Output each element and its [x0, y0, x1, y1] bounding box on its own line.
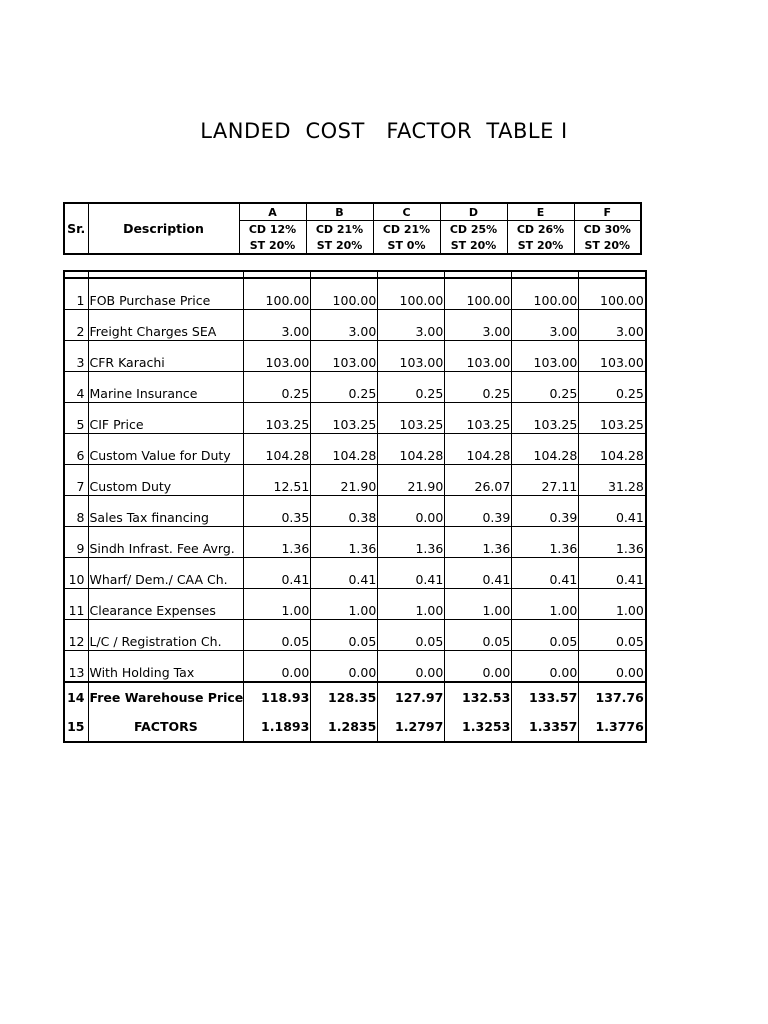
column-st-rate: ST 20%: [574, 237, 641, 254]
row-description: CFR Karachi: [88, 341, 244, 372]
row-value: 3.00: [378, 310, 445, 341]
row-value: 3.00: [512, 310, 579, 341]
row-value: 0.25: [579, 372, 646, 403]
row-value: 100.00: [311, 278, 378, 310]
column-cd-rate: CD 21%: [306, 221, 373, 238]
column-letter: F: [574, 203, 641, 221]
column-st-rate: ST 20%: [507, 237, 574, 254]
spacer-row: [64, 271, 646, 278]
row-value: 0.05: [445, 620, 512, 651]
row-value: 0.41: [244, 558, 311, 589]
row-number: 11: [64, 589, 88, 620]
table-row: [64, 372, 646, 403]
spacer-cell: [512, 271, 579, 278]
column-cd-rate: CD 12%: [239, 221, 306, 238]
table-row: [64, 310, 646, 341]
row-value: 3.00: [579, 310, 646, 341]
row-value: 1.36: [579, 527, 646, 558]
row-value: 128.35: [311, 682, 378, 712]
column-letter: C: [373, 203, 440, 221]
row-value: 3.00: [311, 310, 378, 341]
row-value: 0.25: [512, 372, 579, 403]
row-value: 0.25: [244, 372, 311, 403]
row-description: Custom Duty: [88, 465, 244, 496]
row-value: 103.00: [311, 341, 378, 372]
row-number: 3: [64, 341, 88, 372]
row-value: 103.25: [244, 403, 311, 434]
row-description: CIF Price: [88, 403, 244, 434]
row-value: 21.90: [311, 465, 378, 496]
row-value: 1.36: [311, 527, 378, 558]
column-cd-rate: CD 21%: [373, 221, 440, 238]
spacer-cell: [88, 271, 244, 278]
row-value: 0.00: [311, 651, 378, 683]
row-value: 0.35: [244, 496, 311, 527]
column-letter: B: [306, 203, 373, 221]
row-description: Marine Insurance: [88, 372, 244, 403]
row-description: Freight Charges SEA: [88, 310, 244, 341]
row-description: Free Warehouse Price: [88, 682, 244, 712]
row-number: 8: [64, 496, 88, 527]
column-st-rate: ST 20%: [239, 237, 306, 254]
row-description: L/C / Registration Ch.: [88, 620, 244, 651]
row-number: 1: [64, 278, 88, 310]
row-value: 100.00: [445, 278, 512, 310]
row-number: 12: [64, 620, 88, 651]
table-row: [64, 341, 646, 372]
row-value: 0.00: [378, 651, 445, 683]
column-letter: E: [507, 203, 574, 221]
table-row: [64, 589, 646, 620]
row-value: 104.28: [512, 434, 579, 465]
row-value: 3.00: [244, 310, 311, 341]
column-letter: D: [440, 203, 507, 221]
row-value: 1.36: [378, 527, 445, 558]
row-number: 9: [64, 527, 88, 558]
row-value: 103.25: [512, 403, 579, 434]
spacer-cell: [579, 271, 646, 278]
row-value: 100.00: [378, 278, 445, 310]
row-value: 133.57: [512, 682, 579, 712]
row-value: 104.28: [445, 434, 512, 465]
table-row: [64, 465, 646, 496]
row-value: 27.11: [512, 465, 579, 496]
column-st-rate: ST 20%: [306, 237, 373, 254]
spacer-cell: [445, 271, 512, 278]
row-value: 0.25: [311, 372, 378, 403]
row-value: 1.00: [445, 589, 512, 620]
row-value: 132.53: [445, 682, 512, 712]
row-value: 100.00: [579, 278, 646, 310]
column-st-rate: ST 0%: [373, 237, 440, 254]
page-title: LANDED COST FACTOR TABLE I: [200, 119, 568, 143]
row-description: With Holding Tax: [88, 651, 244, 683]
row-value: 1.00: [579, 589, 646, 620]
spacer-cell: [64, 271, 88, 278]
row-value: 1.36: [445, 527, 512, 558]
row-value: 12.51: [244, 465, 311, 496]
row-value: 0.41: [579, 496, 646, 527]
row-value: 127.97: [378, 682, 445, 712]
row-value: 103.25: [378, 403, 445, 434]
header-table: [63, 202, 642, 255]
row-value: 103.25: [445, 403, 512, 434]
table-row: [64, 496, 646, 527]
row-value: 3.00: [445, 310, 512, 341]
row-value: 31.28: [579, 465, 646, 496]
row-value: 1.1893: [244, 712, 311, 742]
spacer-cell: [244, 271, 311, 278]
row-value: 21.90: [378, 465, 445, 496]
column-cd-rate: CD 26%: [507, 221, 574, 238]
row-number: 10: [64, 558, 88, 589]
row-value: 1.36: [512, 527, 579, 558]
row-value: 103.00: [244, 341, 311, 372]
row-value: 0.05: [512, 620, 579, 651]
factor-row: [64, 712, 646, 742]
column-cd-rate: CD 30%: [574, 221, 641, 238]
table-row: [64, 651, 646, 683]
row-value: 0.05: [311, 620, 378, 651]
row-value: 1.3253: [445, 712, 512, 742]
column-letter: A: [239, 203, 306, 221]
row-value: 100.00: [512, 278, 579, 310]
row-value: 26.07: [445, 465, 512, 496]
row-value: 104.28: [244, 434, 311, 465]
row-value: 0.41: [512, 558, 579, 589]
cost-table: [63, 270, 647, 743]
row-description: FACTORS: [88, 712, 244, 742]
row-number: 14: [64, 682, 88, 712]
row-value: 0.39: [445, 496, 512, 527]
row-description: FOB Purchase Price: [88, 278, 244, 310]
table-row: [64, 558, 646, 589]
table-row: [64, 434, 646, 465]
row-value: 0.41: [311, 558, 378, 589]
row-value: 104.28: [579, 434, 646, 465]
column-cd-rate: CD 25%: [440, 221, 507, 238]
row-value: 104.28: [311, 434, 378, 465]
row-number: 6: [64, 434, 88, 465]
row-value: 1.36: [244, 527, 311, 558]
spacer-cell: [311, 271, 378, 278]
row-value: 1.3776: [579, 712, 646, 742]
row-number: 7: [64, 465, 88, 496]
row-value: 1.2835: [311, 712, 378, 742]
row-number: 13: [64, 651, 88, 683]
table-row: [64, 403, 646, 434]
total-row: [64, 682, 646, 712]
row-description: Wharf/ Dem./ CAA Ch.: [88, 558, 244, 589]
row-value: 103.25: [579, 403, 646, 434]
row-value: 0.39: [512, 496, 579, 527]
row-value: 0.00: [579, 651, 646, 683]
row-value: 0.25: [445, 372, 512, 403]
row-value: 0.05: [378, 620, 445, 651]
row-value: 0.38: [311, 496, 378, 527]
row-value: 0.05: [579, 620, 646, 651]
row-description: Custom Value for Duty: [88, 434, 244, 465]
spacer-cell: [378, 271, 445, 278]
row-value: 0.00: [512, 651, 579, 683]
row-value: 0.00: [378, 496, 445, 527]
table-row: [64, 278, 646, 310]
row-value: 103.25: [311, 403, 378, 434]
row-value: 1.00: [244, 589, 311, 620]
row-value: 103.00: [579, 341, 646, 372]
sr-header: Sr.: [64, 203, 88, 254]
row-value: 104.28: [378, 434, 445, 465]
row-value: 1.2797: [378, 712, 445, 742]
row-number: 15: [64, 712, 88, 742]
row-number: 4: [64, 372, 88, 403]
row-value: 103.00: [445, 341, 512, 372]
column-st-rate: ST 20%: [440, 237, 507, 254]
row-value: 0.25: [378, 372, 445, 403]
row-value: 137.76: [579, 682, 646, 712]
row-number: 2: [64, 310, 88, 341]
row-value: 100.00: [244, 278, 311, 310]
description-header: Description: [88, 203, 239, 254]
row-description: Sindh Infrast. Fee Avrg.: [88, 527, 244, 558]
row-value: 1.00: [512, 589, 579, 620]
row-value: 0.05: [244, 620, 311, 651]
row-value: 0.00: [244, 651, 311, 683]
table-row: [64, 527, 646, 558]
row-value: 1.00: [378, 589, 445, 620]
row-value: 1.00: [311, 589, 378, 620]
row-value: 103.00: [378, 341, 445, 372]
row-value: 0.41: [378, 558, 445, 589]
row-value: 0.41: [445, 558, 512, 589]
row-description: Clearance Expenses: [88, 589, 244, 620]
row-number: 5: [64, 403, 88, 434]
table-row: [64, 620, 646, 651]
row-value: 118.93: [244, 682, 311, 712]
row-value: 0.41: [579, 558, 646, 589]
row-description: Sales Tax financing: [88, 496, 244, 527]
row-value: 0.00: [445, 651, 512, 683]
row-value: 1.3357: [512, 712, 579, 742]
row-value: 103.00: [512, 341, 579, 372]
